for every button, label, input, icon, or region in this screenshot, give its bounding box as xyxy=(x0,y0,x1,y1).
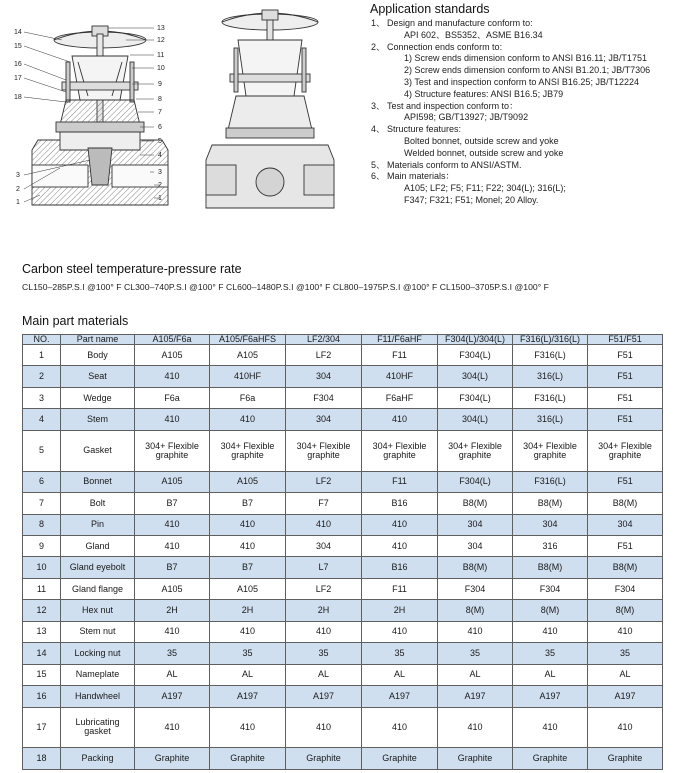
material-cell: 316(L) xyxy=(513,409,588,430)
material-cell: 410 xyxy=(135,621,210,642)
material-cell: AL xyxy=(286,664,362,685)
callout-2: 2 xyxy=(158,182,162,189)
item-sub: A105; LF2; F5; F11; F22; 304(L); 316(L); xyxy=(404,183,566,194)
material-cell: 410 xyxy=(362,707,438,748)
material-cell: 410 xyxy=(362,535,438,556)
material-cell: B8(M) xyxy=(513,557,588,578)
callout-2-left: 2 xyxy=(16,186,20,193)
material-cell: F11 xyxy=(362,578,438,599)
callout-11: 11 xyxy=(157,52,165,59)
material-cell: F304 xyxy=(286,387,362,408)
item-text: Design and manufacture conform to: xyxy=(387,18,533,28)
row-number-cell: 5 xyxy=(23,430,61,471)
standard-item xyxy=(370,18,676,42)
callout-1-left: 1 xyxy=(16,199,20,206)
material-cell: A197 xyxy=(513,686,588,707)
material-cell: F6a xyxy=(135,387,210,408)
row-number-cell: 10 xyxy=(23,557,61,578)
row-number-cell: 1 xyxy=(23,345,61,366)
table-row xyxy=(23,621,663,642)
material-cell: F7 xyxy=(286,493,362,514)
material-cell: 35 xyxy=(438,643,513,664)
material-cell: 304 xyxy=(588,514,663,535)
material-cell: B7 xyxy=(210,493,286,514)
row-number-cell: 6 xyxy=(23,471,61,492)
item-text: Structure features: xyxy=(387,124,462,135)
material-cell: 410 xyxy=(135,535,210,556)
material-cell: A197 xyxy=(438,686,513,707)
material-cell: 304(L) xyxy=(438,366,513,387)
part-name-cell: Stem nut xyxy=(61,621,135,642)
rating-title: Carbon steel temperature-pressure rate xyxy=(22,262,242,276)
header-f316l: F316(L)/316(L) xyxy=(513,335,588,345)
material-cell: 304+ Flexible graphite xyxy=(286,430,362,471)
item-sub: Bolted bonnet, outside screw and yoke xyxy=(404,135,559,146)
material-cell: 410 xyxy=(438,707,513,748)
material-cell: 304+ Flexible graphite xyxy=(438,430,513,471)
material-cell: A197 xyxy=(210,686,286,707)
callout-14: 14 xyxy=(14,29,22,36)
material-cell: AL xyxy=(588,664,663,685)
material-cell: B8(M) xyxy=(588,557,663,578)
callout-6: 6 xyxy=(158,124,162,131)
material-cell: 8(M) xyxy=(513,600,588,621)
callout-16: 16 xyxy=(14,61,22,68)
material-cell: A197 xyxy=(588,686,663,707)
material-cell: 410 xyxy=(588,621,663,642)
material-cell: 410 xyxy=(210,621,286,642)
part-name-cell: Body xyxy=(61,345,135,366)
material-cell: AL xyxy=(135,664,210,685)
table-row xyxy=(23,578,663,599)
callout-13: 13 xyxy=(157,25,165,32)
item-text: Main materials： xyxy=(387,171,455,182)
table-row xyxy=(23,430,663,471)
row-number-cell: 2 xyxy=(23,366,61,387)
material-cell: F316(L) xyxy=(513,345,588,366)
material-cell: A197 xyxy=(135,686,210,707)
callout-12: 12 xyxy=(157,37,165,44)
row-number-cell: 17 xyxy=(23,707,61,748)
part-name-cell: Stem xyxy=(61,409,135,430)
part-name-cell: Locking nut xyxy=(61,643,135,664)
material-cell: B7 xyxy=(210,557,286,578)
material-cell: 410 xyxy=(286,621,362,642)
material-cell: F51 xyxy=(588,387,663,408)
row-number-cell: 3 xyxy=(23,387,61,408)
application-standards xyxy=(370,2,676,207)
material-cell: 2H xyxy=(135,600,210,621)
row-number-cell: 9 xyxy=(23,535,61,556)
material-cell: Graphite xyxy=(513,748,588,770)
material-cell: 410 xyxy=(438,621,513,642)
material-cell: 304+ Flexible graphite xyxy=(513,430,588,471)
row-number-cell: 8 xyxy=(23,514,61,535)
part-name-cell: Gland flange xyxy=(61,578,135,599)
material-cell: 304 xyxy=(438,514,513,535)
material-cell: A105 xyxy=(210,345,286,366)
exterior-view-valve xyxy=(206,10,334,208)
material-cell: 2H xyxy=(362,600,438,621)
table-row xyxy=(23,707,663,748)
material-cell: B16 xyxy=(362,557,438,578)
material-cell: 35 xyxy=(362,643,438,664)
material-cell: A197 xyxy=(362,686,438,707)
material-cell: Graphite xyxy=(135,748,210,770)
row-number-cell: 13 xyxy=(23,621,61,642)
callout-3-left: 3 xyxy=(16,172,20,179)
item-sub: 2) Screw ends dimension conform to ANSI B1.20.1; JB/T7306 xyxy=(404,65,651,76)
callout-7: 7 xyxy=(158,109,162,116)
material-cell: 410 xyxy=(135,366,210,387)
rating-line: CL150–285P.S.I @100° F CL300–740P.S.I @100° F CL600–1480P.S.I @100° F CL800–1975P.S.I @100° F CL1500–3705P.S.I @100° F xyxy=(22,282,549,292)
material-cell: Graphite xyxy=(438,748,513,770)
application-standards-title: Application standards xyxy=(370,2,490,16)
table-row xyxy=(23,748,663,770)
table-row xyxy=(23,557,663,578)
material-cell: 410 xyxy=(135,707,210,748)
callout-5: 5 xyxy=(158,138,162,145)
table-header-row xyxy=(23,335,663,345)
material-cell: B7 xyxy=(135,493,210,514)
material-cell: LF2 xyxy=(286,471,362,492)
material-cell: A105 xyxy=(135,345,210,366)
material-cell: Graphite xyxy=(210,748,286,770)
material-cell: F51 xyxy=(588,471,663,492)
material-cell: 2H xyxy=(210,600,286,621)
table-row xyxy=(23,366,663,387)
material-cell: B8(M) xyxy=(438,557,513,578)
materials-table xyxy=(22,334,663,770)
part-name-cell: Gasket xyxy=(61,430,135,471)
material-cell: 410 xyxy=(210,535,286,556)
material-cell: 410 xyxy=(210,514,286,535)
table-row xyxy=(23,471,663,492)
material-cell: 316(L) xyxy=(513,366,588,387)
callout-15: 15 xyxy=(14,43,22,50)
material-cell: 410 xyxy=(286,514,362,535)
item-number: 3、 xyxy=(371,100,386,111)
material-cell: 410 xyxy=(210,707,286,748)
header-f51: F51/F51 xyxy=(588,335,663,345)
material-cell: B16 xyxy=(362,493,438,514)
table-row xyxy=(23,409,663,430)
callout-4: 4 xyxy=(158,152,162,159)
callout-10: 10 xyxy=(157,65,165,72)
material-cell: F316(L) xyxy=(513,471,588,492)
material-cell: 304(L) xyxy=(438,409,513,430)
material-cell: 35 xyxy=(135,643,210,664)
material-cell: 410 xyxy=(513,707,588,748)
material-cell: F304 xyxy=(438,578,513,599)
material-cell: 35 xyxy=(286,643,362,664)
material-cell: F316(L) xyxy=(513,387,588,408)
material-cell: F51 xyxy=(588,535,663,556)
material-cell: 8(M) xyxy=(438,600,513,621)
row-number-cell: 11 xyxy=(23,578,61,599)
table-row xyxy=(23,535,663,556)
standard-item xyxy=(370,171,676,206)
header-a105-f6ahfs: A105/F6aHFS xyxy=(210,335,286,345)
part-name-cell: Gland xyxy=(61,535,135,556)
table-row xyxy=(23,345,663,366)
item-text: Test and inspection conform to： xyxy=(387,100,519,111)
section-view-valve xyxy=(32,26,168,205)
material-cell: Graphite xyxy=(286,748,362,770)
callout-8: 8 xyxy=(158,96,162,103)
item-number: 6、 xyxy=(371,171,386,182)
valve-drawing xyxy=(0,0,360,225)
material-cell: AL xyxy=(438,664,513,685)
table-row xyxy=(23,514,663,535)
material-cell: 304+ Flexible graphite xyxy=(362,430,438,471)
item-sub: 3) Test and inspection conform to ANSI B16.25; JB/T12224 xyxy=(404,76,639,87)
header-a105-f6a: A105/F6a xyxy=(135,335,210,345)
material-cell: F11 xyxy=(362,471,438,492)
material-cell: A105 xyxy=(135,578,210,599)
item-sub: 4) Structure features: ANSI B16.5; JB79 xyxy=(404,88,564,99)
table-row xyxy=(23,664,663,685)
part-name-cell: Handwheel xyxy=(61,686,135,707)
row-number-cell: 4 xyxy=(23,409,61,430)
material-cell: B7 xyxy=(135,557,210,578)
material-cell: 410HF xyxy=(362,366,438,387)
part-name-cell: Lubricating gasket xyxy=(61,707,135,748)
material-cell: 410 xyxy=(362,621,438,642)
material-cell: F304(L) xyxy=(438,471,513,492)
row-number-cell: 18 xyxy=(23,748,61,770)
material-cell: LF2 xyxy=(286,345,362,366)
row-number-cell: 7 xyxy=(23,493,61,514)
part-name-cell: Wedge xyxy=(61,387,135,408)
material-cell: L7 xyxy=(286,557,362,578)
material-cell: 410HF xyxy=(210,366,286,387)
item-text: Connection ends conform to: xyxy=(387,41,503,52)
material-cell: 304 xyxy=(513,514,588,535)
item-number: 4、 xyxy=(371,124,386,135)
table-row xyxy=(23,493,663,514)
row-number-cell: 16 xyxy=(23,686,61,707)
part-name-cell: Gland eyebolt xyxy=(61,557,135,578)
material-cell: B8(M) xyxy=(588,493,663,514)
material-cell: Graphite xyxy=(588,748,663,770)
table-row xyxy=(23,387,663,408)
item-number: 1、 xyxy=(371,18,386,28)
material-cell: F6a xyxy=(210,387,286,408)
row-number-cell: 12 xyxy=(23,600,61,621)
material-cell: 304 xyxy=(286,535,362,556)
material-cell: AL xyxy=(210,664,286,685)
material-cell: B8(M) xyxy=(513,493,588,514)
material-cell: F51 xyxy=(588,409,663,430)
material-cell: F11 xyxy=(362,345,438,366)
header-no: NO. xyxy=(23,335,61,345)
part-name-cell: Pin xyxy=(61,514,135,535)
part-name-cell: Bolt xyxy=(61,493,135,514)
material-cell: F304(L) xyxy=(438,345,513,366)
material-cell: 410 xyxy=(362,409,438,430)
item-sub: 1) Screw ends dimension conform to ANSI B16.11; JB/T1751 xyxy=(404,53,647,64)
material-cell: AL xyxy=(362,664,438,685)
material-cell: Graphite xyxy=(362,748,438,770)
row-number-cell: 15 xyxy=(23,664,61,685)
material-cell: 410 xyxy=(286,707,362,748)
material-cell: F6aHF xyxy=(362,387,438,408)
row-number-cell: 14 xyxy=(23,643,61,664)
material-cell: 304+ Flexible graphite xyxy=(135,430,210,471)
material-cell: 304+ Flexible graphite xyxy=(588,430,663,471)
part-name-cell: Packing xyxy=(61,748,135,770)
callout-9: 9 xyxy=(158,81,162,88)
item-sub: API 602、BS5352、ASME B16.34 xyxy=(404,29,543,40)
item-sub: Welded bonnet, outside screw and yoke xyxy=(404,147,564,158)
material-cell: 2H xyxy=(286,600,362,621)
material-cell: 304+ Flexible graphite xyxy=(210,430,286,471)
table-row xyxy=(23,600,663,621)
callout-1: 1 xyxy=(158,195,162,202)
item-sub: API598; GB/T13927; JB/T9092 xyxy=(404,112,529,123)
table-row xyxy=(23,686,663,707)
material-cell: A105 xyxy=(210,471,286,492)
material-cell: 35 xyxy=(210,643,286,664)
material-cell: 304 xyxy=(286,409,362,430)
header-f304l: F304(L)/304(L) xyxy=(438,335,513,345)
materials-title: Main part materials xyxy=(22,314,129,328)
standard-item xyxy=(370,160,676,172)
header-f11-f6ahf: F11/F6aHF xyxy=(362,335,438,345)
material-cell: AL xyxy=(513,664,588,685)
material-cell: A105 xyxy=(210,578,286,599)
standard-item xyxy=(370,42,676,101)
material-cell: 410 xyxy=(135,514,210,535)
header-lf2-304: LF2/304 xyxy=(286,335,362,345)
table-row xyxy=(23,643,663,664)
material-cell: 410 xyxy=(513,621,588,642)
material-cell: 410 xyxy=(210,409,286,430)
part-name-cell: Hex nut xyxy=(61,600,135,621)
material-cell: F51 xyxy=(588,366,663,387)
callout-17: 17 xyxy=(14,75,22,82)
material-cell: 316 xyxy=(513,535,588,556)
material-cell: 8(M) xyxy=(588,600,663,621)
material-cell: 304 xyxy=(438,535,513,556)
part-name-cell: Nameplate xyxy=(61,664,135,685)
item-sub: F347; F321; F51; Monel; 20 Alloy. xyxy=(404,194,539,205)
callout-3: 3 xyxy=(158,169,162,176)
part-name-cell: Bonnet xyxy=(61,471,135,492)
header-part-name: Part name xyxy=(61,335,135,345)
material-cell: LF2 xyxy=(286,578,362,599)
material-cell: F304 xyxy=(588,578,663,599)
part-name-cell: Seat xyxy=(61,366,135,387)
material-cell: 35 xyxy=(513,643,588,664)
item-number: 5、 xyxy=(371,159,386,170)
material-cell: A105 xyxy=(135,471,210,492)
material-cell: 410 xyxy=(362,514,438,535)
material-cell: 304 xyxy=(286,366,362,387)
material-cell: 35 xyxy=(588,643,663,664)
item-text: Materials conform to ANSI/ASTM. xyxy=(387,159,522,170)
material-cell: B8(M) xyxy=(438,493,513,514)
item-number: 2、 xyxy=(371,41,386,52)
material-cell: F304(L) xyxy=(438,387,513,408)
standard-item xyxy=(370,124,676,159)
standard-item xyxy=(370,101,676,125)
material-cell: A197 xyxy=(286,686,362,707)
material-cell: F51 xyxy=(588,345,663,366)
material-cell: F304 xyxy=(513,578,588,599)
material-cell: 410 xyxy=(588,707,663,748)
callout-18: 18 xyxy=(14,94,22,101)
material-cell: 410 xyxy=(135,409,210,430)
